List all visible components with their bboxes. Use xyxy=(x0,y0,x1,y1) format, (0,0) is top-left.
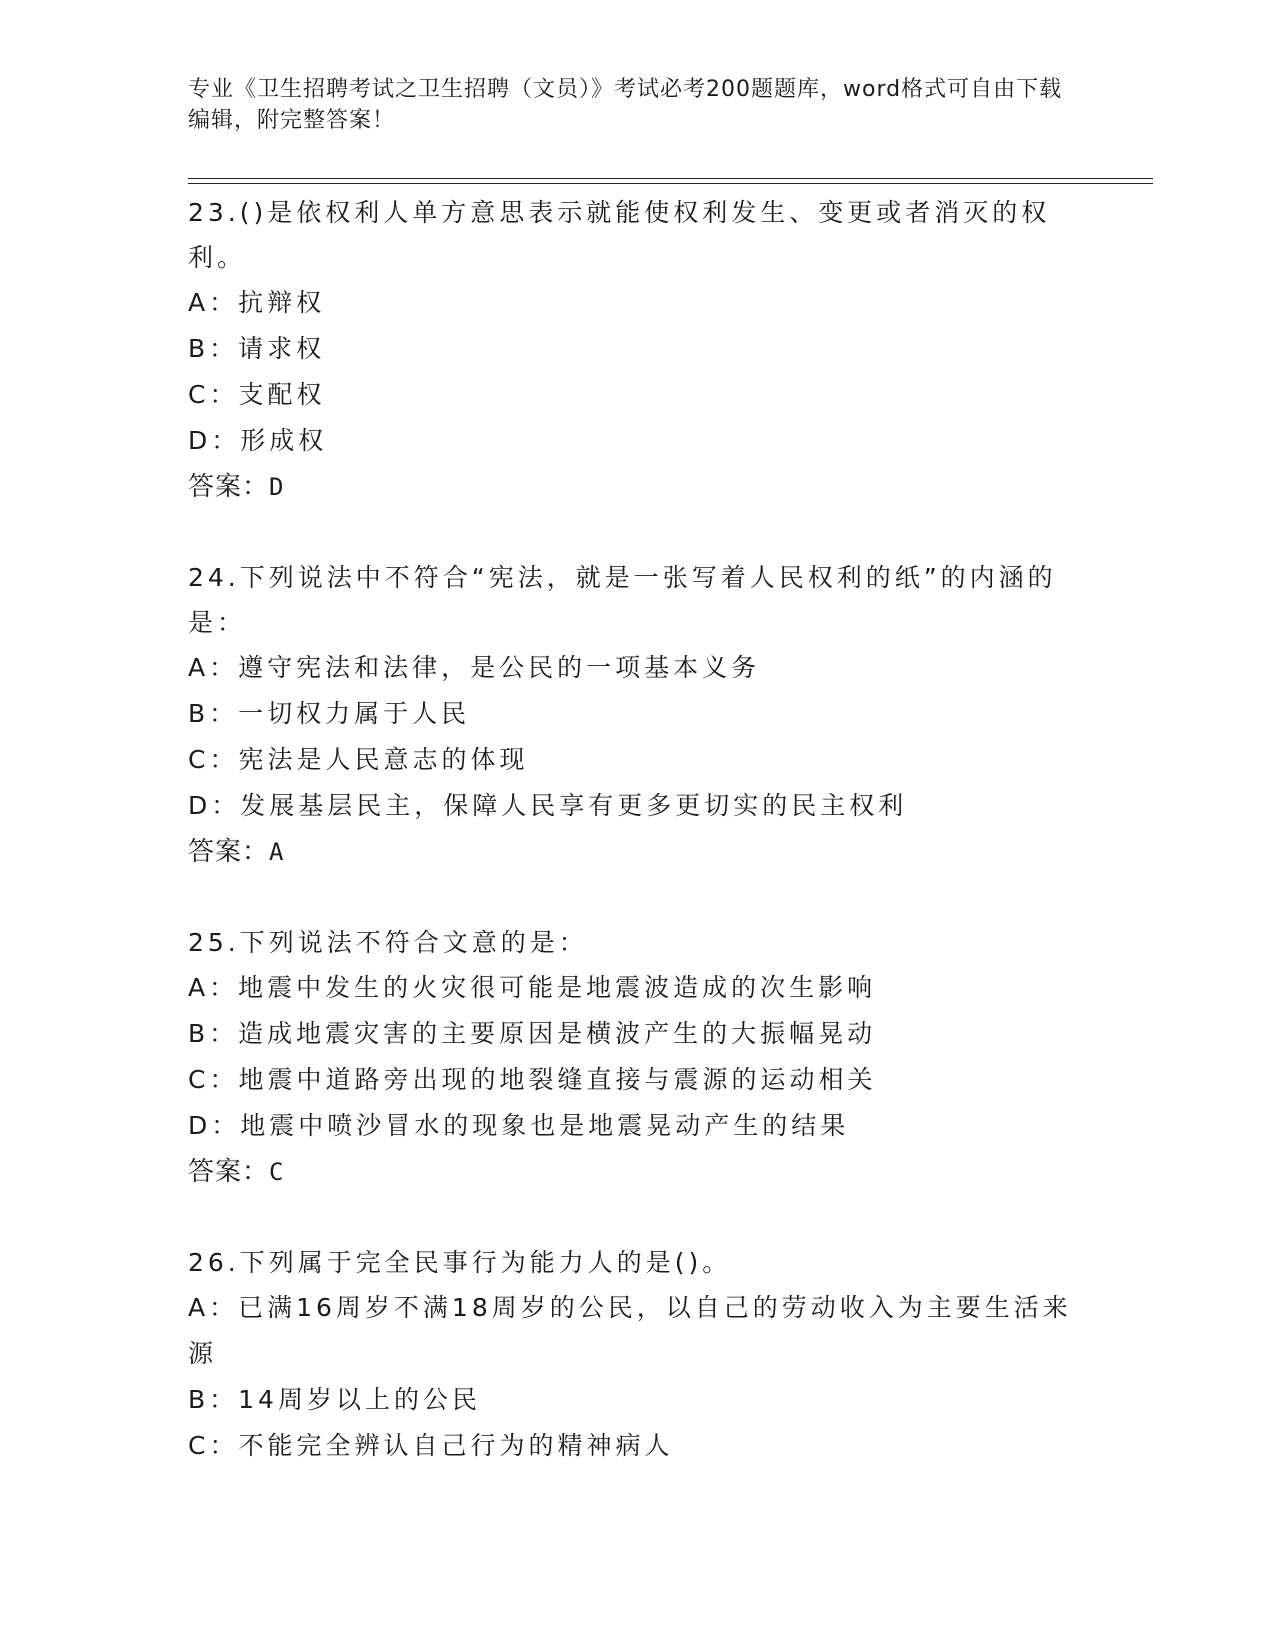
option-c: C：支配权 xyxy=(188,380,326,409)
question-24 xyxy=(188,555,1088,875)
answer-label: 答案： xyxy=(188,472,270,502)
option-c: C：不能完全辨认自己行为的精神病人 xyxy=(188,1431,674,1460)
option-a: A：已满16周岁不满18周岁的公民，以自己的劳动收入为主要生活来源 xyxy=(188,1293,1072,1368)
answer-label: 答案： xyxy=(188,1157,270,1187)
answer-line xyxy=(188,464,1088,510)
question-stem: 25.下列说法不符合文意的是： xyxy=(188,928,588,957)
header-divider-top xyxy=(188,178,1153,179)
option-c: C：地震中道路旁出现的地裂缝直接与震源的运动相关 xyxy=(188,1065,877,1094)
question-stem: 23.()是依权利人单方意思表示就能使权利发生、变更或者消灭的权利。 xyxy=(188,198,1051,272)
question-23 xyxy=(188,190,1088,510)
answer-value: A xyxy=(269,838,285,866)
document-header: 专业《卫生招聘考试之卫生招聘（文员）》考试必考200题题库，word格式可自由下载编辑，附完整答案！ xyxy=(188,77,1063,133)
option-a: A：遵守宪法和法律，是公民的一项基本义务 xyxy=(188,653,761,682)
option-a: A：地震中发生的火灾很可能是地震波造成的次生影响 xyxy=(188,973,877,1002)
question-stem: 26.下列属于完全民事行为能力人的是()。 xyxy=(188,1248,732,1277)
option-b: B：造成地震灾害的主要原因是横波产生的大振幅晃动 xyxy=(188,1019,877,1048)
answer-line xyxy=(188,829,1088,875)
question-stem: 24.下列说法中不符合“宪法，就是一张写着人民权利的纸”的内涵的是： xyxy=(188,563,1057,637)
option-d: D：形成权 xyxy=(188,426,328,455)
option-b: B：一切权力属于人民 xyxy=(188,699,471,728)
question-list xyxy=(188,190,1088,1514)
question-26 xyxy=(188,1240,1088,1469)
option-a: A：抗辩权 xyxy=(188,288,326,317)
header-divider-bottom xyxy=(188,183,1153,184)
answer-value: C xyxy=(269,1158,285,1186)
option-b: B：请求权 xyxy=(188,334,326,363)
option-b: B：14周岁以上的公民 xyxy=(188,1385,481,1414)
option-d: D：地震中喷沙冒水的现象也是地震晃动产生的结果 xyxy=(188,1111,850,1140)
option-c: C：宪法是人民意志的体现 xyxy=(188,745,529,774)
option-d: D：发展基层民主，保障人民享有更多更切实的民主权利 xyxy=(188,791,908,820)
question-25 xyxy=(188,920,1088,1195)
answer-line xyxy=(188,1149,1088,1195)
answer-value: D xyxy=(269,473,285,501)
answer-label: 答案： xyxy=(188,837,270,867)
